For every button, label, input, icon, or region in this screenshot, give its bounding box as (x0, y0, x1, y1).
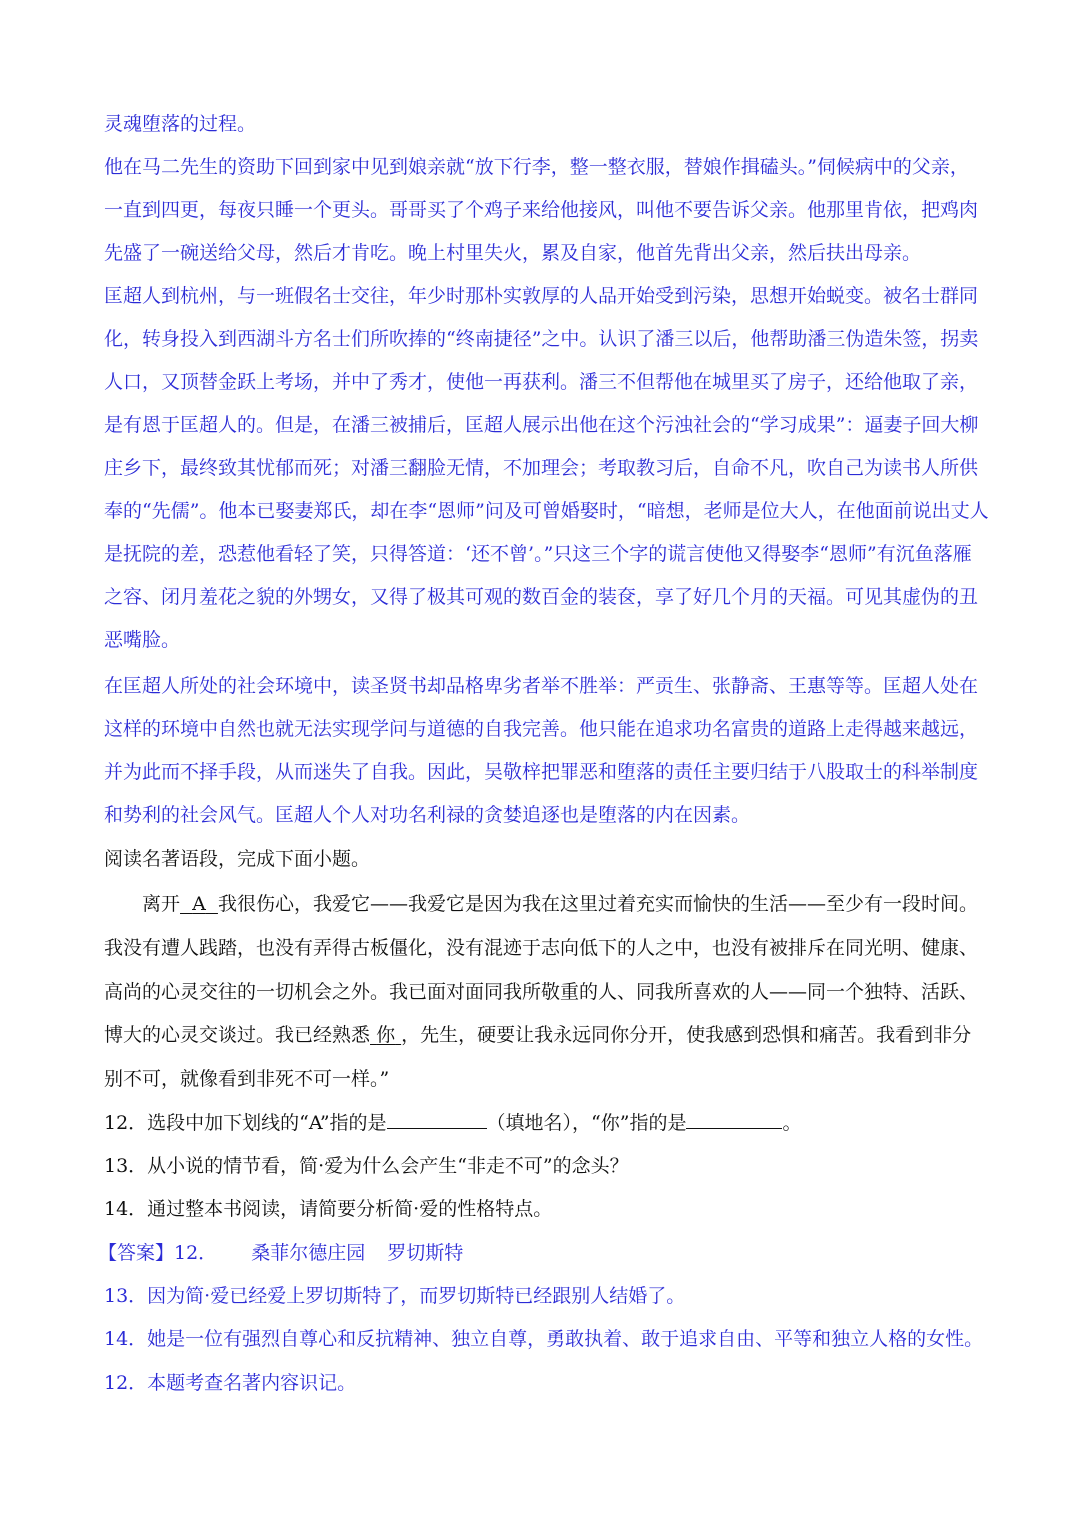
analysis-line: 人口，又顶替金跃上考场，并中了秀才，使他一再获利。潘三不但帮他在城里买了房子，还给他取了亲， (104, 371, 979, 393)
analysis-line: 他在马二先生的资助下回到家中见到娘亲就“放下行李，整一整衣服，替娘作揖磕头。”伺候病中的父亲， (104, 156, 969, 178)
analysis-line: 是抚院的差，恐惹他看轻了笑，只得答道：‘还不曾’。”只这三个字的谎言使他又得娶李“恩师”有沉鱼落雁 (104, 543, 972, 565)
passage-text: ，先生，硬要让我永远同你分开，使我感到恐惧和痛苦。我看到非分 (401, 1024, 972, 1046)
analysis-line: 一直到四更，每夜只睡一个更头。哥哥买了个鸡子来给他接风，叫他不要告诉父亲。他那里肯依，把鸡肉 (104, 199, 979, 221)
answer-12-person: 罗切斯特 (387, 1242, 464, 1264)
analysis-line: 是有恩于匡超人的。但是，在潘三被捕后，匡超人展示出他在这个污浊社会的“学习成果”：逼妻子回大柳 (104, 414, 979, 436)
question-13: 13．从小说的情节看，简·爱为什么会产生“非走不可”的念头？ (104, 1155, 629, 1177)
analysis-line: 化，转身投入到西湖斗方名士们所吹捧的“终南捷径”之中。认识了潘三以后，他帮助潘三伪造朱签，拐卖 (104, 328, 979, 350)
analysis-line: 匡超人到杭州，与一班假名士交往，年少时那朴实敦厚的人品开始受到污染，思想开始蜕变。被名士群同 (104, 285, 979, 307)
passage-text: 离开 (142, 893, 181, 915)
analysis-line: 恶嘴脸。 (104, 629, 181, 651)
explanation-12: 12．本题考查名著内容识记。 (104, 1372, 357, 1394)
passage-line: 高尚的心灵交往的一切机会之外。我已面对面同我所敬重的人、同我所喜欢的人——同一个独特、活跃、 (104, 981, 979, 1003)
passage-text: 我很伤心，我爱它——我爱它是因为我在这里过着充实而愉快的生活——至少有一段时间。 (217, 893, 978, 915)
analysis-line: 先盛了一碗送给父母，然后才肯吃。晚上村里失火，累及自家，他首先背出父亲，然后扶出母亲。 (104, 242, 922, 264)
answer-14: 14．她是一位有强烈自尊心和反抗精神、独立自尊，勇敢执着、敢于追求自由、平等和独立人格的女性。 (104, 1328, 984, 1350)
analysis-line: 奉的“先儒”。他本已娶妻郑氏，却在李“恩师”问及可曾婚娶时，“暗想，老师是位大人，在他面前说出丈人 (104, 500, 989, 522)
underlined-a: A (192, 893, 206, 915)
analysis-line: 和势利的社会风气。匡超人个人对功名利禄的贪婪追逐也是堕落的内在因素。 (104, 804, 751, 826)
analysis-line: 这样的环境中自然也就无法实现学问与道德的自我完善。他只能在追求功名富贵的道路上走得越来越远， (104, 718, 979, 740)
analysis-line: 庄乡下，最终致其忧郁而死；对潘三翻脸无情，不加理会；考取教习后，自命不凡，吹自己为读书人所供 (104, 457, 979, 479)
analysis-line: 并为此而不择手段，从而迷失了自我。因此，吴敬梓把罪恶和堕落的责任主要归结于八股取士的科举制度 (104, 761, 979, 783)
passage-line (142, 890, 978, 918)
passage-line: 别不可，就像看到非死不可一样。” (104, 1068, 390, 1090)
passage-line: 我没有遭人践踏，也没有弄得古板僵化，没有混迹于志向低下的人之中，也没有被排斥在同光明、健康、 (104, 937, 979, 959)
passage-line (104, 1021, 976, 1049)
answer-line (98, 1239, 970, 1267)
answer-label: 【答案】12． (98, 1242, 218, 1264)
question-intro: 阅读名著语段，完成下面小题。 (104, 848, 371, 870)
underlined-you: 你 (376, 1024, 396, 1046)
answer-blank-1[interactable] (387, 1108, 487, 1129)
analysis-line: 在匡超人所处的社会环境中，读圣贤书却品格卑劣者举不胜举：严贡生、张静斋、王惠等等。匡超人处在 (104, 675, 979, 697)
question-12: 12．选段中加下划线的“A”指的是 （填地名），“你”指的是 。 (104, 1108, 976, 1136)
answer-12-place: 桑菲尔德庄园 (251, 1242, 366, 1264)
analysis-line: 灵魂堕落的过程。 (104, 113, 257, 135)
answer-13: 13．因为简·爱已经爱上罗切斯特了，而罗切斯特已经跟别人结婚了。 (104, 1285, 686, 1307)
analysis-line: 之容、闭月羞花之貌的外甥女，又得了极其可观的数百金的装奁，享了好几个月的天福。可见其虚伪的丑 (104, 586, 979, 608)
question-14: 14．通过整本书阅读，请简要分析简·爱的性格特点。 (104, 1198, 553, 1220)
answer-blank-2[interactable] (686, 1108, 782, 1129)
passage-text: 博大的心灵交谈过。我已经熟悉 (104, 1024, 371, 1046)
